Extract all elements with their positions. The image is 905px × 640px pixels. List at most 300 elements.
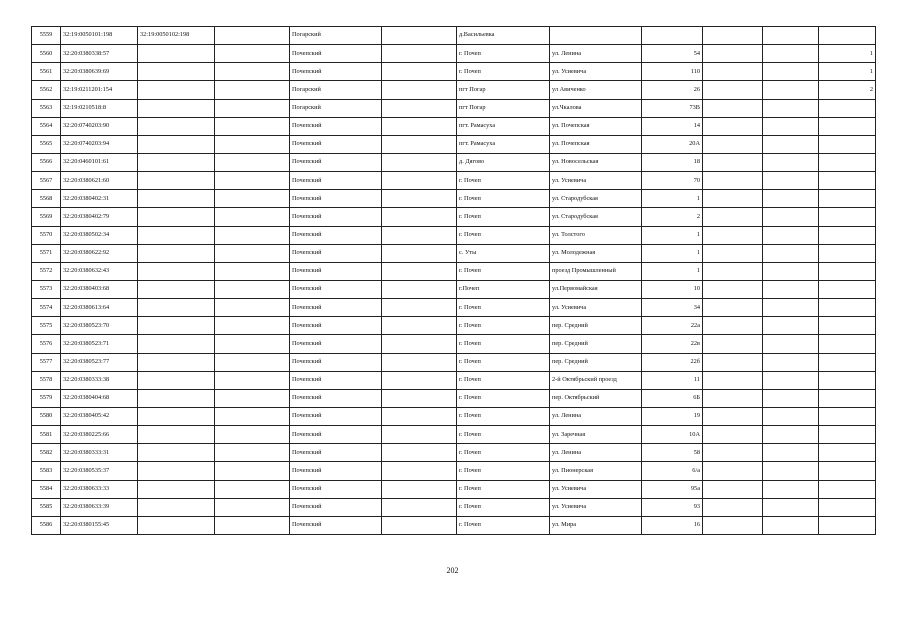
cell-cadastral-number: 32:19:0050101:198 — [61, 27, 138, 45]
cell-district: Почепский — [290, 135, 382, 153]
cell-cadastral-number-2 — [138, 462, 215, 480]
cell-blank-col-10 — [703, 117, 763, 135]
cell-blank-col-11 — [763, 226, 819, 244]
cell-street: ул.Первомайская — [550, 280, 642, 298]
table-row — [32, 190, 876, 208]
cell-house-number: 58 — [642, 444, 703, 462]
cell-street: ул. Почепская — [550, 117, 642, 135]
cell-row-number: 5560 — [32, 45, 61, 63]
cell-cadastral-number: 32:20:0380523:77 — [61, 353, 138, 371]
cell-house-number: 14 — [642, 117, 703, 135]
cell-street: ул. Усиевича — [550, 498, 642, 516]
table-row — [32, 371, 876, 389]
cell-blank-col-10 — [703, 262, 763, 280]
cell-cadastral-number: 32:20:0380405:42 — [61, 407, 138, 425]
cell-blank-col-6 — [382, 389, 457, 407]
cell-blank-col-10 — [703, 45, 763, 63]
cell-count: 2 — [819, 81, 876, 99]
registry-body — [32, 27, 876, 535]
cell-district: Почепский — [290, 444, 382, 462]
cell-count — [819, 27, 876, 45]
cell-cadastral-number: 32:20:0380633:39 — [61, 498, 138, 516]
cell-house-number: 19 — [642, 407, 703, 425]
table-row — [32, 335, 876, 353]
cell-cadastral-number: 32:20:0380523:71 — [61, 335, 138, 353]
cell-house-number: 54 — [642, 45, 703, 63]
table-row — [32, 353, 876, 371]
cell-blank-col-6 — [382, 280, 457, 298]
cell-blank-col-11 — [763, 280, 819, 298]
cell-blank-col-10 — [703, 335, 763, 353]
cell-count: 1 — [819, 63, 876, 81]
cell-house-number: 95а — [642, 480, 703, 498]
cell-cadastral-number: 32:20:0380632:43 — [61, 262, 138, 280]
cell-district: Почепский — [290, 407, 382, 425]
cell-district: Погарский — [290, 99, 382, 117]
cell-blank-col-11 — [763, 27, 819, 45]
cell-cadastral-number: 32:20:0380502:34 — [61, 226, 138, 244]
cell-row-number: 5559 — [32, 27, 61, 45]
cell-blank-col-10 — [703, 99, 763, 117]
cell-count — [819, 462, 876, 480]
cell-blank-col-6 — [382, 371, 457, 389]
cell-blank-col-11 — [763, 63, 819, 81]
cell-row-number: 5561 — [32, 63, 61, 81]
cell-cadastral-number-2 — [138, 226, 215, 244]
cell-blank-col-11 — [763, 208, 819, 226]
table-row — [32, 135, 876, 153]
cell-cadastral-number: 32:20:0380613:64 — [61, 299, 138, 317]
cell-count — [819, 172, 876, 190]
cell-cadastral-number: 32:20:0460101:61 — [61, 153, 138, 171]
cell-district: Погарский — [290, 81, 382, 99]
cell-row-number: 5566 — [32, 153, 61, 171]
cell-cadastral-number-2 — [138, 389, 215, 407]
cell-blank-col-10 — [703, 389, 763, 407]
cell-blank-col-10 — [703, 353, 763, 371]
cell-blank-col-4 — [215, 208, 290, 226]
cell-count — [819, 190, 876, 208]
cell-blank-col-11 — [763, 81, 819, 99]
cell-blank-col-6 — [382, 498, 457, 516]
cell-house-number: 6Б — [642, 389, 703, 407]
cell-row-number: 5572 — [32, 262, 61, 280]
cell-house-number: 93 — [642, 498, 703, 516]
cell-cadastral-number: 32:20:0380621:60 — [61, 172, 138, 190]
cell-settlement: г. Почеп — [457, 190, 550, 208]
cell-district: Почепский — [290, 190, 382, 208]
cell-count — [819, 99, 876, 117]
cell-cadastral-number: 32:20:0740203:90 — [61, 117, 138, 135]
cell-blank-col-6 — [382, 462, 457, 480]
cell-blank-col-4 — [215, 262, 290, 280]
cell-row-number: 5568 — [32, 190, 61, 208]
cell-blank-col-11 — [763, 498, 819, 516]
cell-street: ул. Заречная — [550, 426, 642, 444]
cell-blank-col-6 — [382, 99, 457, 117]
cell-blank-col-6 — [382, 480, 457, 498]
cell-row-number: 5584 — [32, 480, 61, 498]
cell-settlement: г. Почеп — [457, 335, 550, 353]
cell-district: Погарский — [290, 27, 382, 45]
cell-blank-col-10 — [703, 444, 763, 462]
cell-settlement: г. Почеп — [457, 226, 550, 244]
cell-blank-col-6 — [382, 299, 457, 317]
cell-blank-col-4 — [215, 317, 290, 335]
table-row — [32, 81, 876, 99]
cell-cadastral-number-2 — [138, 353, 215, 371]
cell-blank-col-10 — [703, 280, 763, 298]
cell-cadastral-number: 32:20:0380404:68 — [61, 389, 138, 407]
registry-table — [31, 26, 876, 535]
cell-blank-col-6 — [382, 208, 457, 226]
cell-cadastral-number-2 — [138, 45, 215, 63]
cell-settlement: г. Почеп — [457, 353, 550, 371]
cell-street: ул Авиченко — [550, 81, 642, 99]
cell-blank-col-6 — [382, 135, 457, 153]
cell-house-number: 110 — [642, 63, 703, 81]
cell-blank-col-4 — [215, 426, 290, 444]
cell-cadastral-number: 32:19:0210518:8 — [61, 99, 138, 117]
cell-blank-col-11 — [763, 389, 819, 407]
cell-district: Почепский — [290, 280, 382, 298]
cell-blank-col-11 — [763, 335, 819, 353]
cell-settlement: г. Почеп — [457, 426, 550, 444]
cell-row-number: 5574 — [32, 299, 61, 317]
cell-house-number: 18 — [642, 153, 703, 171]
cell-blank-col-4 — [215, 244, 290, 262]
cell-row-number: 5581 — [32, 426, 61, 444]
cell-house-number: 22б — [642, 353, 703, 371]
cell-blank-col-10 — [703, 190, 763, 208]
cell-house-number: 1 — [642, 262, 703, 280]
table-row — [32, 99, 876, 117]
cell-house-number: 1 — [642, 190, 703, 208]
cell-settlement: д.Васильевка — [457, 27, 550, 45]
cell-row-number: 5562 — [32, 81, 61, 99]
cell-cadastral-number-2 — [138, 407, 215, 425]
cell-cadastral-number-2 — [138, 63, 215, 81]
cell-cadastral-number-2 — [138, 190, 215, 208]
cell-cadastral-number-2 — [138, 299, 215, 317]
cell-blank-col-10 — [703, 407, 763, 425]
cell-blank-col-10 — [703, 172, 763, 190]
cell-blank-col-11 — [763, 444, 819, 462]
cell-cadastral-number-2 — [138, 262, 215, 280]
table-row — [32, 317, 876, 335]
cell-cadastral-number: 32:20:0380639:69 — [61, 63, 138, 81]
cell-cadastral-number: 32:19:0211201:154 — [61, 81, 138, 99]
cell-cadastral-number-2 — [138, 244, 215, 262]
table-row — [32, 299, 876, 317]
cell-blank-col-6 — [382, 516, 457, 534]
cell-settlement: г. Почеп — [457, 516, 550, 534]
cell-blank-col-10 — [703, 81, 763, 99]
table-row — [32, 63, 876, 81]
cell-blank-col-11 — [763, 371, 819, 389]
cell-cadastral-number-2 — [138, 480, 215, 498]
cell-settlement: г. Почеп — [457, 371, 550, 389]
cell-street: ул. Усиевича — [550, 172, 642, 190]
cell-cadastral-number: 32:20:0380225:66 — [61, 426, 138, 444]
table-row — [32, 516, 876, 534]
cell-blank-col-6 — [382, 172, 457, 190]
cell-street — [550, 27, 642, 45]
cell-row-number: 5583 — [32, 462, 61, 480]
cell-blank-col-11 — [763, 244, 819, 262]
cell-blank-col-6 — [382, 63, 457, 81]
cell-row-number: 5567 — [32, 172, 61, 190]
cell-cadastral-number-2: 32:19:0050102:198 — [138, 27, 215, 45]
cell-street: ул. Усиевича — [550, 299, 642, 317]
cell-blank-col-11 — [763, 172, 819, 190]
cell-blank-col-10 — [703, 135, 763, 153]
cell-street: 2-й Октябрьский проезд — [550, 371, 642, 389]
cell-district: Почепский — [290, 335, 382, 353]
cell-blank-col-11 — [763, 480, 819, 498]
cell-district: Почепский — [290, 480, 382, 498]
cell-settlement: г. Почеп — [457, 262, 550, 280]
cell-district: Почепский — [290, 63, 382, 81]
cell-blank-col-11 — [763, 262, 819, 280]
cell-district: Почепский — [290, 353, 382, 371]
cell-blank-col-11 — [763, 299, 819, 317]
table-row — [32, 244, 876, 262]
cell-street: пер. Октябрьский — [550, 389, 642, 407]
table-row — [32, 407, 876, 425]
cell-cadastral-number-2 — [138, 498, 215, 516]
cell-blank-col-10 — [703, 516, 763, 534]
cell-cadastral-number-2 — [138, 335, 215, 353]
cell-blank-col-11 — [763, 135, 819, 153]
cell-house-number: 22в — [642, 335, 703, 353]
cell-row-number: 5571 — [32, 244, 61, 262]
cell-street: ул. Ленина — [550, 407, 642, 425]
cell-district: Почепский — [290, 153, 382, 171]
cell-cadastral-number-2 — [138, 153, 215, 171]
cell-settlement: г. Почеп — [457, 480, 550, 498]
cell-count — [819, 244, 876, 262]
cell-blank-col-6 — [382, 407, 457, 425]
cell-settlement: г. Почеп — [457, 444, 550, 462]
table-row — [32, 27, 876, 45]
cell-blank-col-6 — [382, 45, 457, 63]
cell-street: ул. Толстого — [550, 226, 642, 244]
cell-cadastral-number-2 — [138, 208, 215, 226]
cell-house-number: 34 — [642, 299, 703, 317]
cell-blank-col-4 — [215, 27, 290, 45]
cell-count — [819, 389, 876, 407]
cell-count — [819, 371, 876, 389]
cell-blank-col-6 — [382, 81, 457, 99]
cell-district: Почепский — [290, 117, 382, 135]
cell-street: пер. Средний — [550, 353, 642, 371]
cell-row-number: 5575 — [32, 317, 61, 335]
table-row — [32, 498, 876, 516]
cell-blank-col-11 — [763, 516, 819, 534]
cell-count — [819, 516, 876, 534]
cell-count — [819, 153, 876, 171]
cell-house-number: 1 — [642, 244, 703, 262]
cell-house-number: 16 — [642, 516, 703, 534]
table-row — [32, 444, 876, 462]
cell-settlement: пгт Погар — [457, 99, 550, 117]
cell-blank-col-11 — [763, 426, 819, 444]
cell-cadastral-number: 32:20:0380155:45 — [61, 516, 138, 534]
cell-blank-col-10 — [703, 244, 763, 262]
cell-row-number: 5563 — [32, 99, 61, 117]
cell-row-number: 5570 — [32, 226, 61, 244]
cell-cadastral-number: 32:20:0380402:79 — [61, 208, 138, 226]
cell-row-number: 5564 — [32, 117, 61, 135]
cell-blank-col-4 — [215, 81, 290, 99]
cell-blank-col-6 — [382, 426, 457, 444]
cell-street: ул. Молодежная — [550, 244, 642, 262]
table-row — [32, 153, 876, 171]
cell-cadastral-number: 32:20:0380633:33 — [61, 480, 138, 498]
cell-blank-col-10 — [703, 63, 763, 81]
cell-settlement: пгт Погар — [457, 81, 550, 99]
cell-blank-col-11 — [763, 153, 819, 171]
cell-blank-col-11 — [763, 190, 819, 208]
cell-blank-col-11 — [763, 353, 819, 371]
cell-settlement: г. Почеп — [457, 317, 550, 335]
cell-blank-col-10 — [703, 498, 763, 516]
cell-blank-col-4 — [215, 444, 290, 462]
page-number: 202 — [446, 566, 459, 575]
cell-count — [819, 498, 876, 516]
cell-settlement: г. Почеп — [457, 45, 550, 63]
cell-row-number: 5579 — [32, 389, 61, 407]
cell-street: ул. Усиевича — [550, 480, 642, 498]
cell-settlement: пгт. Рамасуха — [457, 117, 550, 135]
cell-district: Почепский — [290, 208, 382, 226]
cell-district: Почепский — [290, 45, 382, 63]
cell-cadastral-number-2 — [138, 516, 215, 534]
cell-blank-col-4 — [215, 353, 290, 371]
cell-count — [819, 208, 876, 226]
cell-district: Почепский — [290, 226, 382, 244]
cell-blank-col-4 — [215, 172, 290, 190]
cell-blank-col-4 — [215, 280, 290, 298]
cell-house-number: 6/а — [642, 462, 703, 480]
cell-district: Почепский — [290, 389, 382, 407]
cell-blank-col-6 — [382, 353, 457, 371]
table-row — [32, 389, 876, 407]
cell-district: Почепский — [290, 244, 382, 262]
cell-blank-col-10 — [703, 153, 763, 171]
cell-blank-col-10 — [703, 480, 763, 498]
cell-district: Почепский — [290, 371, 382, 389]
cell-settlement: с. Уты — [457, 244, 550, 262]
cell-blank-col-4 — [215, 407, 290, 425]
cell-blank-col-4 — [215, 45, 290, 63]
cell-count — [819, 317, 876, 335]
cell-blank-col-4 — [215, 462, 290, 480]
cell-street: проезд Промышленный — [550, 262, 642, 280]
cell-row-number: 5578 — [32, 371, 61, 389]
table-row — [32, 280, 876, 298]
cell-cadastral-number: 32:20:0380622:92 — [61, 244, 138, 262]
cell-street: ул. Новосельская — [550, 153, 642, 171]
cell-blank-col-6 — [382, 262, 457, 280]
cell-blank-col-4 — [215, 153, 290, 171]
cell-blank-col-4 — [215, 371, 290, 389]
cell-blank-col-4 — [215, 226, 290, 244]
cell-blank-col-4 — [215, 63, 290, 81]
cell-row-number: 5586 — [32, 516, 61, 534]
cell-row-number: 5580 — [32, 407, 61, 425]
cell-street: пер. Средний — [550, 335, 642, 353]
cell-blank-col-4 — [215, 516, 290, 534]
table-row — [32, 45, 876, 63]
table-row — [32, 262, 876, 280]
cell-cadastral-number-2 — [138, 172, 215, 190]
cell-blank-col-10 — [703, 371, 763, 389]
cell-house-number: 10А — [642, 426, 703, 444]
cell-row-number: 5573 — [32, 280, 61, 298]
cell-street: пер. Средний — [550, 317, 642, 335]
cell-cadastral-number-2 — [138, 280, 215, 298]
cell-cadastral-number: 32:20:0380523:70 — [61, 317, 138, 335]
cell-blank-col-10 — [703, 226, 763, 244]
cell-cadastral-number-2 — [138, 99, 215, 117]
cell-house-number — [642, 27, 703, 45]
cell-house-number: 2 — [642, 208, 703, 226]
cell-house-number: 11 — [642, 371, 703, 389]
cell-cadastral-number: 32:20:0740203:94 — [61, 135, 138, 153]
cell-cadastral-number: 32:20:0380402:31 — [61, 190, 138, 208]
cell-district: Почепский — [290, 299, 382, 317]
cell-house-number: 70 — [642, 172, 703, 190]
cell-blank-col-4 — [215, 190, 290, 208]
cell-cadastral-number: 32:20:0380535:37 — [61, 462, 138, 480]
cell-count — [819, 480, 876, 498]
cell-blank-col-10 — [703, 208, 763, 226]
cell-blank-col-6 — [382, 226, 457, 244]
cell-blank-col-6 — [382, 335, 457, 353]
cell-count: 1 — [819, 45, 876, 63]
cell-blank-col-11 — [763, 407, 819, 425]
cell-blank-col-4 — [215, 117, 290, 135]
cell-settlement: г. Почеп — [457, 498, 550, 516]
cell-street: ул. Стародубская — [550, 190, 642, 208]
cell-count — [819, 353, 876, 371]
cell-blank-col-11 — [763, 462, 819, 480]
cell-cadastral-number-2 — [138, 444, 215, 462]
cell-house-number: 22а — [642, 317, 703, 335]
cell-count — [819, 426, 876, 444]
cell-blank-col-11 — [763, 117, 819, 135]
cell-blank-col-6 — [382, 117, 457, 135]
cell-blank-col-6 — [382, 153, 457, 171]
table-row — [32, 462, 876, 480]
cell-cadastral-number-2 — [138, 81, 215, 99]
cell-settlement: г. Почеп — [457, 172, 550, 190]
cell-district: Почепский — [290, 317, 382, 335]
cell-settlement: г. Почеп — [457, 299, 550, 317]
cell-count — [819, 262, 876, 280]
table-row — [32, 208, 876, 226]
cell-cadastral-number: 32:20:0380403:68 — [61, 280, 138, 298]
cell-row-number: 5576 — [32, 335, 61, 353]
cell-cadastral-number-2 — [138, 317, 215, 335]
cell-house-number: 1 — [642, 226, 703, 244]
cell-district: Почепский — [290, 516, 382, 534]
table-row — [32, 480, 876, 498]
cell-count — [819, 135, 876, 153]
cell-settlement: г. Почеп — [457, 407, 550, 425]
